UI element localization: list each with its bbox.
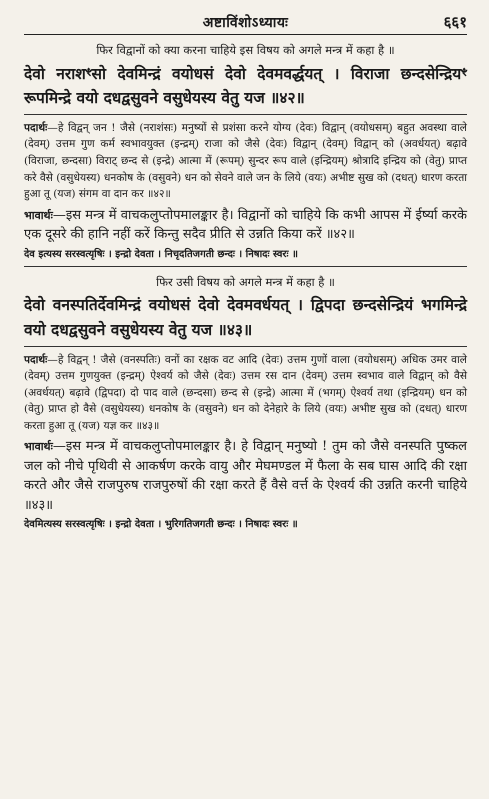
padartha-text: —हे विद्वन् ! जैसे (वनस्पतिः) वनों का रक्षक वट आदि (देवः) उत्तम गुणों वाला (वयोधसम्) अधिक उमर वाले (देवम्) उत्तम गुणयुक्त (इन्द्रम्) ऐश्वर्य को जैसे (देवः) उत्तम रस दान (देवम्) उत्तम स्वभाव वाले विद्वान् को वैसे (अवर्धयत्) बढ़ावे (द्विपदा) दो पाद वाले (छन्दसा) छन्द से (इन्द्रे) आत्मा में (भगम्) ऐश्वर्य तथा (इन्द्रियम्) धन को (वेतु) प्राप्त हो वैसे (वसुधेयस्य) धनकोष के (वसुवने) धन को देनेहारे के लिये (वयः) अभीष्ट सुख को (दधत्) धारण करता हुआ तू (यज) यज्ञ कर ॥४३॥ [24,353,467,432]
padartha-paragraph [24,120,467,203]
chapter-title: अष्टाविंशोऽध्यायः [202,14,289,31]
page-header [24,10,467,35]
bhavartha-text: —इस मन्त्र में वाचकलुप्तोपमालङ्कार है। विद्वानों को चाहिये कि कभी आपस में ईर्ष्या करके एक दूसरे की हानि नहीं करें किन्तु सदैव प्रीति से उन्नति किया करें ॥४२॥ [24,207,467,243]
verse-section-42 [24,43,467,267]
bhavartha-paragraph [24,437,467,515]
divider [24,346,467,347]
verse-intro: फिर विद्वानों को क्या करना चाहिये इस विषय को अगले मन्त्र में कहा है ॥ [96,43,395,57]
mantra-text: देवो नराशꣳसो देवमिन्द्रं वयोधसं देवो देवमवर्द्धयत् । विराजा छन्दसेन्द्रियꣳ रूपमिन्द्रे वयो दधद्वसुवने वसुधेयस्य वेतु यज ॥४२॥ [24,63,467,107]
verse-meta: देवमित्यस्य सरस्वत्यृषिः । इन्द्रो देवता । भुरिगतिजगती छन्दः । निषादः स्वरः ॥ [24,519,298,531]
mantra-text: देवो वनस्पतिर्देवमिन्द्रं वयोधसं देवो देवमवर्धयत् । द्विपदा छन्दसेन्द्रियं भगमिन्द्रे वयो दधद्वसुवने वसुधेयस्य वेतु यज ॥४३॥ [24,295,467,339]
padartha-text: —हे विद्वन् जन ! जैसे (नराशंसः) मनुष्यों से प्रशंसा करने योग्य (देवः) विद्वान् (वयोधसम्) बहुत अवस्था वाले (देवम्) उत्तम गुण कर्म स्वभावयुक्त (इन्द्रम्) राजा को जैसे (देवः) विद्वान् (देवम्) विद्वान् को (अवर्धयत्) बढ़ावे (विराजा, छन्दसा) विराट् छन्द से (इन्द्रे) आत्मा में (रूपम्) सुन्दर रूप वाले (इन्द्रियम्) श्रोत्रादि इन्द्रिय को (वेतु) प्राप्त करे वैसे (वसुधेयस्य) धनकोष के (वसुवने) धन को सेवने वाले जन के लिये (वयः) अभीष्ट सुख को (दधत्) धारण करता हुआ तू (यज) संगम वा दान कर ॥४२॥ [24,121,467,201]
verse-section-43 [24,275,467,533]
divider [24,114,467,115]
bhavartha-label: भावार्थः [24,440,53,454]
verse-meta: देव इत्यस्य सरस्वत्यृषिः । इन्द्रो देवता । निचृदतिजगती छन्दः । निषादः स्वरः ॥ [24,248,299,260]
padartha-label: पदार्थः [24,353,48,366]
bhavartha-paragraph [24,206,467,245]
bhavartha-text: —इस मन्त्र में वाचकलुप्तोपमालङ्कार है। हे विद्वान् मनुष्यो ! तुम को जैसे वनस्पति पुष्कल जल को नीचे पृथिवी से आकर्षण करके वायु और मेघमण्डल में फैला के सब घास आदि की रक्षा करते और जैसे राजपुरुष राजपुरुषों की रक्षा करते हैं वैसे वर्त्त के ऐश्वर्य की उन्नति करनी चाहिये ॥४३॥ [24,439,467,513]
divider [24,266,467,267]
verse-intro: फिर उसी विषय को अगले मन्त्र में कहा है ॥ [156,274,335,289]
padartha-label: पदार्थः [24,121,48,134]
page-number: ६६१ [443,13,467,31]
padartha-paragraph [24,352,467,435]
bhavartha-label: भावार्थः [24,208,53,222]
